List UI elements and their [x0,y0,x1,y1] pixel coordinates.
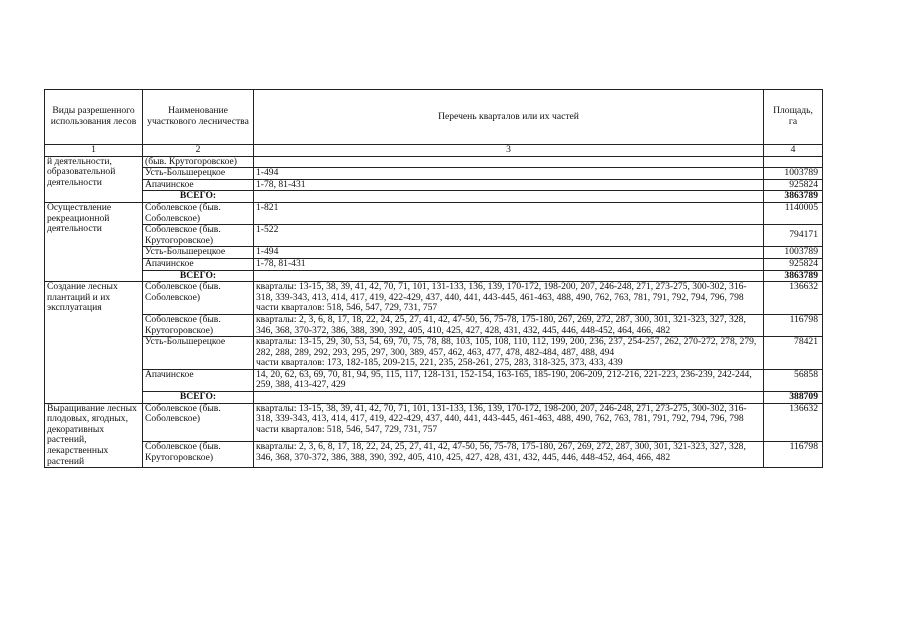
quarters-cell: 1-821 [254,202,764,224]
column-number: 1 [45,145,143,157]
area-cell: 136632 [764,282,823,315]
table-row [45,168,823,180]
quarter-parts-list: части кварталов: 518, 546, 547, 729, 731, 757 [256,302,438,314]
total-area: 388709 [764,392,823,404]
forestry-cell: Усть-Большерецкое [143,168,254,180]
use-type-cell: й деятельности, образовательной деятельности [45,156,143,202]
quarters-cell [254,156,764,168]
table-row [45,442,823,468]
forestry-cell: Соболевское (быв. Соболевское) [143,282,254,315]
area-cell: 78421 [764,337,823,370]
area-cell: 1003789 [764,247,823,259]
column-number: 2 [143,145,254,157]
area-cell [764,156,823,168]
forestry-cell: Апачинское [143,369,254,391]
area-cell: 1003789 [764,168,823,180]
quarters-list: кварталы: 13-15, 29, 30, 53, 54, 69, 70, 75, 78, 88, 103, 105, 108, 110, 112, 199, 200, 236, 237, 254-257, 262, 270-272, 278, 279, 282, 288, 289, 292, 293, 295, 297, 300, 389, 457, 462, 463, 477, 478, 482-484, 487, 488, 494 [256,336,757,358]
total-label: ВСЕГО: [143,392,254,404]
total-area: 3863789 [764,191,823,203]
table-row [45,247,823,259]
table-row [45,202,823,224]
table-row [45,179,823,191]
table-row [45,337,823,370]
quarters-list: кварталы: 13-15, 38, 39, 41, 42, 70, 71, 101, 131-133, 136, 139, 170-172, 198-200, 207, 246-248, 271, 273-275, 300-302, 316-318, 339-343, 413, 414, 417, 419, 422-429, 437, 440, 441, 443-445, 461-463, 488, 490, 762, 763, 781, 791, 792, 794, 796, 798 [256,281,747,303]
header-quarters: Перечень кварталов или их частей [254,90,764,145]
quarters-cell: 1-522 [254,225,764,247]
table-row [45,258,823,270]
area-cell: 116798 [764,314,823,336]
header-area: Площадь, га [764,90,823,145]
header-forestry: Наименование участкового лесничества [143,90,254,145]
quarters-cell: кварталы: 2, 3, 6, 8, 17, 18, 22, 24, 25, 27, 41, 42, 47-50, 56, 75-78, 175-180, 267, 269, 272, 287, 300, 301, 321-323, 327, 328, 346, 368, 370-372, 386, 388, 390, 392, 405, 410, 425, 427, 428, 431, 432, 445, 446, 448-452, 464, 466, 482 [254,314,764,336]
use-type-cell: Осуществление рекреационной деятельности [45,202,143,281]
table-row [45,156,823,168]
forestry-cell: Соболевское (быв. Крутогоровское) [143,442,254,468]
forestry-cell: Соболевское (быв. Соболевское) [143,403,254,442]
area-cell: 116798 [764,442,823,468]
quarters-cell: 1-78, 81-431 [254,258,764,270]
quarters-cell: 1-78, 81-431 [254,179,764,191]
table-row [45,403,823,442]
total-row [45,270,823,282]
table-row [45,225,823,247]
forestry-cell: Апачинское [143,258,254,270]
header-use: Виды разрешенного использования лесов [45,90,143,145]
area-cell: 136632 [764,403,823,442]
forestry-cell: (быв. Крутогоровское) [143,156,254,168]
forestry-cell: Усть-Большерецкое [143,247,254,259]
table-row [45,314,823,336]
forestry-cell: Соболевское (быв. Соболевское) [143,202,254,224]
use-type-cell: Выращивание лесных плодовых, ягодных, декоративных растений, лекарственных растений [45,403,143,468]
column-number-row [45,145,823,157]
quarters-list: кварталы: 13-15, 38, 39, 41, 42, 70, 71, 101, 131-133, 136, 139, 170-172, 198-200, 207, 246-248, 271, 273-275, 300-302, 316-318, 339-343, 413, 414, 417, 419, 422-429, 437, 440, 441, 443-445, 461-463, 488, 490, 762, 763, 781, 791, 792, 794, 796, 798 [256,402,747,425]
forestry-cell: Соболевское (быв. Крутогоровское) [143,225,254,247]
quarters-cell [254,282,764,315]
area-cell: 925824 [764,179,823,191]
total-label: ВСЕГО: [143,191,254,203]
total-area: 3863789 [764,270,823,282]
table-row [45,282,823,315]
quarters-cell: 14, 20, 62, 63, 69, 70, 81, 94, 95, 115, 117, 128-131, 152-154, 163-165, 185-190, 206-209, 212-216, 221-223, 236-239, 242-244, 259, 388, 413-427, 429 [254,369,764,391]
use-type-cell: Создание лесных плантаций и их эксплуатация [45,282,143,404]
table-row [45,369,823,391]
area-cell: 794171 [764,225,823,247]
quarter-parts-list: части кварталов: 518, 546, 547, 729, 731, 757 [256,423,438,435]
quarters-cell [254,337,764,370]
area-cell: 1140005 [764,202,823,224]
quarters-cell: 1-494 [254,168,764,180]
forest-use-table [44,89,823,468]
total-row [45,392,823,404]
header-row [45,90,823,145]
quarter-parts-list: части кварталов: 173, 182-185, 209-215, 221, 235, 258-261, 275, 283, 318-325, 373, 433, 439 [256,357,623,369]
column-number: 4 [764,145,823,157]
forestry-cell: Усть-Большерецкое [143,337,254,370]
quarters-cell: кварталы: 2, 3, 6, 8, 17, 18, 22, 24, 25, 27, 41, 42, 47-50, 56, 75-78, 175-180, 267, 269, 272, 287, 300, 301, 321-323, 327, 328, 346, 368, 370-372, 386, 388, 390, 392, 405, 410, 425, 427, 428, 431, 432, 445, 446, 448-452, 464, 466, 482 [254,442,764,468]
forestry-cell: Апачинское [143,179,254,191]
area-cell: 925824 [764,258,823,270]
quarters-cell [254,403,764,442]
quarters-cell: 1-494 [254,247,764,259]
total-row [45,191,823,203]
area-cell: 56858 [764,369,823,391]
column-number: 3 [254,145,764,157]
forestry-cell: Соболевское (быв. Крутогоровское) [143,314,254,336]
total-label: ВСЕГО: [143,270,254,282]
